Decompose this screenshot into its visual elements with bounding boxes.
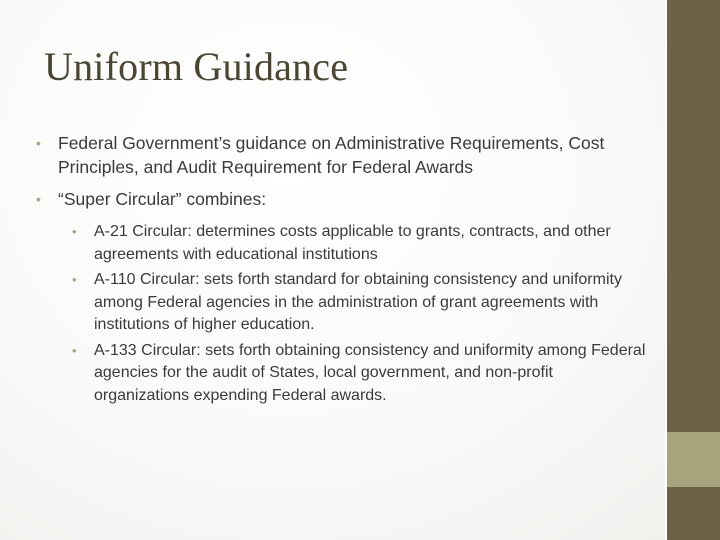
bullet-list bbox=[36, 131, 646, 407]
sub-bullet-icon: • bbox=[72, 272, 77, 287]
sub-bullet-text: A-110 Circular: sets forth standard for obtaining consistency and uniformity among Federal agencies in the administration of grant agreements with institutions of higher education. bbox=[94, 271, 622, 333]
sub-bullet-list bbox=[72, 221, 646, 407]
bullet-item bbox=[36, 131, 646, 179]
bullet-text: Federal Government’s guidance on Administrative Requirements, Cost Principles, and Audit Requirement for Federal Awards bbox=[58, 133, 605, 177]
sub-bullet-item bbox=[72, 221, 646, 266]
bullet-icon: • bbox=[36, 135, 41, 151]
bullet-item bbox=[36, 187, 646, 407]
bullet-icon: • bbox=[36, 191, 41, 207]
sub-bullet-text: A-21 Circular: determines costs applicable to grants, contracts, and other agreements with educational institutions bbox=[94, 223, 611, 263]
sub-bullet-item bbox=[72, 269, 646, 337]
sub-bullet-text: A-133 Circular: sets forth obtaining consistency and uniformity among Federal agencies for the audit of States, local government, and non-profit organizations expending Federal awards. bbox=[94, 341, 646, 404]
sub-bullet-item bbox=[72, 340, 646, 408]
sub-bullet-icon: • bbox=[72, 342, 77, 358]
slide-body bbox=[36, 131, 646, 415]
bullet-text: “Super Circular” combines: bbox=[58, 189, 267, 209]
sidebar-accent-block bbox=[667, 432, 720, 487]
sub-bullet-icon: • bbox=[72, 224, 77, 239]
slide-title: Uniform Guidance bbox=[44, 44, 349, 89]
